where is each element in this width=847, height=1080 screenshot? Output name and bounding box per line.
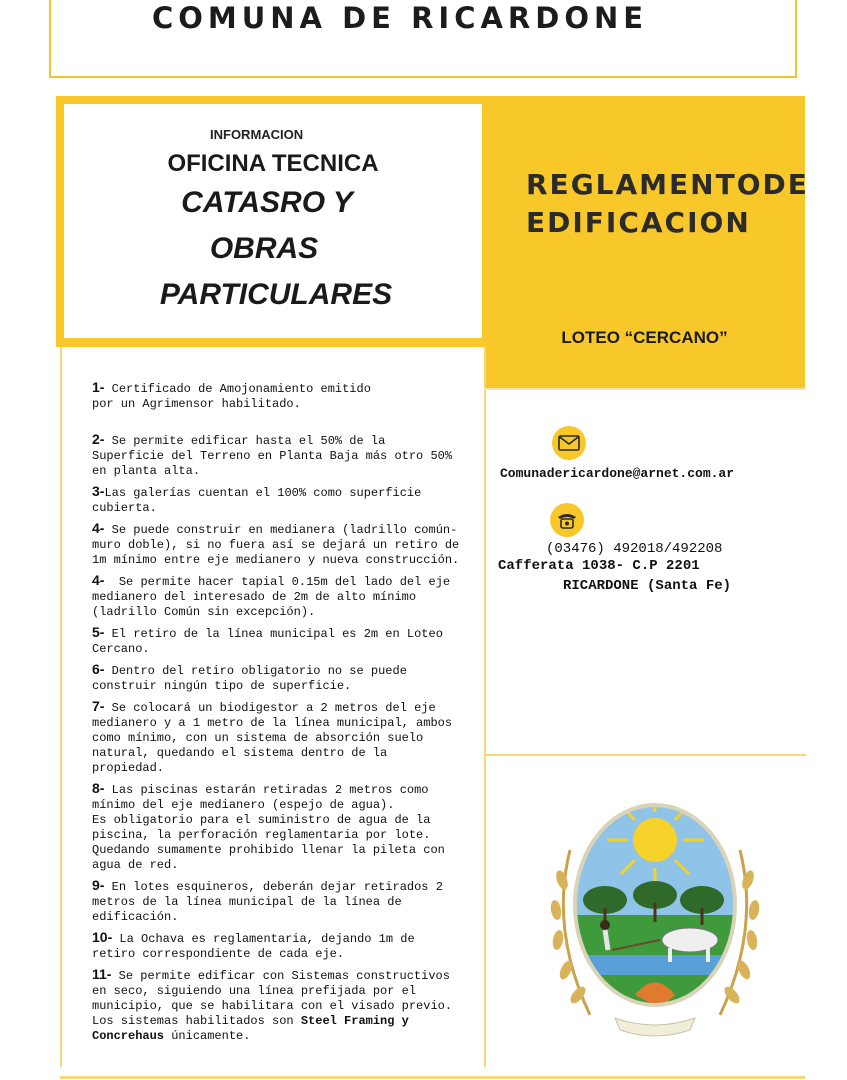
rule-number: 4- xyxy=(92,520,105,536)
list-item xyxy=(92,625,462,657)
office-subtitle-particulares: PARTICULARES xyxy=(159,278,393,311)
office-subtitle-catastro: CATASRO Y xyxy=(181,186,353,219)
rule-text: Se permite hacer tapial 0.15m del lado del eje medianero del interesado de 2m de alto mínimo (ladrillo Común sin excepción). xyxy=(92,575,458,619)
contact-email[interactable]: Comunadericardone@arnet.com.ar xyxy=(500,466,735,481)
rule-number: 5- xyxy=(92,624,105,640)
rule-text: Certificado de Amojonamiento emitido por un Agrimensor habilitado. xyxy=(92,382,371,411)
list-item xyxy=(92,781,462,873)
rule-number: 6- xyxy=(92,661,105,677)
list-item xyxy=(92,484,462,516)
office-title: OFICINA TECNICA xyxy=(167,150,379,177)
crest-top-divider xyxy=(484,754,806,756)
list-item xyxy=(92,699,462,776)
rule-text: En lotes esquineros, deberán dejar retirados 2 metros de la línea municipal de la línea de edificación. xyxy=(92,880,451,924)
contact-phone: (03476) 492018/492208 xyxy=(546,541,723,557)
rule-number: 3- xyxy=(92,483,105,499)
rule-number: 11- xyxy=(92,966,112,982)
rules-list xyxy=(92,379,467,1049)
page-title: COMUNA DE RICARDONE xyxy=(151,1,649,35)
list-item xyxy=(92,573,462,620)
list-item xyxy=(92,432,462,479)
contact-city: RICARDONE (Santa Fe) xyxy=(563,578,732,594)
rule-text: La Ochava es reglamentaria, dejando 1m de retiro correspondiente de cada eje. xyxy=(92,932,422,961)
list-item xyxy=(92,380,462,412)
rule-text: Dentro del retiro obligatorio no se puede construir ningún tipo de superficie. xyxy=(92,664,415,693)
rule-text-strong: Steel Framing y Concrehaus xyxy=(92,1014,417,1043)
rule-text: El retiro de la línea municipal es 2m en Loteo Cercano. xyxy=(92,627,451,656)
rule-text: Se permite edificar con Sistemas constructivos en seco, siguiendo una línea prefijada por el municipio, que se habilitara con el visado previo. Los sistemas habilitados son xyxy=(92,969,460,1028)
list-item xyxy=(92,967,462,1044)
left-divider xyxy=(60,347,62,1067)
loteo-name: LOTEO “CERCANO” xyxy=(561,328,728,347)
rule-number: 9- xyxy=(92,877,105,893)
rule-text: Se permite edificar hasta el 50% de la Superficie del Terreno en Planta Baja más otro 50% en planta alta. xyxy=(92,434,460,478)
rule-text: Las galerías cuentan el 100% como superficie cubierta. xyxy=(92,486,429,515)
center-divider xyxy=(484,347,486,1067)
rule-number: 4- xyxy=(92,572,105,588)
bottom-divider xyxy=(60,1076,805,1079)
list-item xyxy=(92,878,462,925)
contact-top-divider xyxy=(484,388,806,390)
rule-number: 2- xyxy=(92,431,105,447)
rule-number: 10- xyxy=(92,929,113,945)
list-item xyxy=(92,930,462,962)
telephone-icon xyxy=(550,503,584,537)
rule-text: Las piscinas estarán retiradas 2 metros como mínimo del eje medianero (espejo de agua). Es obligatorio para el suministro de agua de la piscina, la perforación reglamentaria por lote. Quedando sumamente prohibido llenar la pileta con agua de red. xyxy=(92,783,445,872)
coat-of-arms-icon xyxy=(540,790,770,1045)
rule-text: Se colocará un biodigestor a 2 metros del eje medianero y a 1 metro de la línea municipal, ambos como mínimo, con un sistema de absorción suelo natural, quedando el sistema dentro de la propiedad. xyxy=(92,701,460,775)
rule-number: 8- xyxy=(92,780,105,796)
info-label: INFORMACION xyxy=(210,127,304,142)
regulation-title-line1: REGLAMENTODE xyxy=(526,168,809,201)
rule-number: 1- xyxy=(92,379,105,395)
envelope-icon xyxy=(552,426,586,460)
list-item xyxy=(92,520,467,568)
office-subtitle-obras: OBRAS xyxy=(209,232,319,265)
regulation-title-line2: EDIFICACION xyxy=(526,206,751,239)
rule-text-tail: únicamente. xyxy=(164,1029,251,1043)
rule-text: Se puede construir en medianera (ladrillo común- muro doble), si no fuera así se dejará un retiro de 1m mínimo entre eje medianero y nueva construcción. xyxy=(92,523,467,567)
rule-number: 7- xyxy=(92,698,105,714)
list-item xyxy=(92,662,462,694)
contact-address: Cafferata 1038- C.P 2201 xyxy=(498,558,700,574)
